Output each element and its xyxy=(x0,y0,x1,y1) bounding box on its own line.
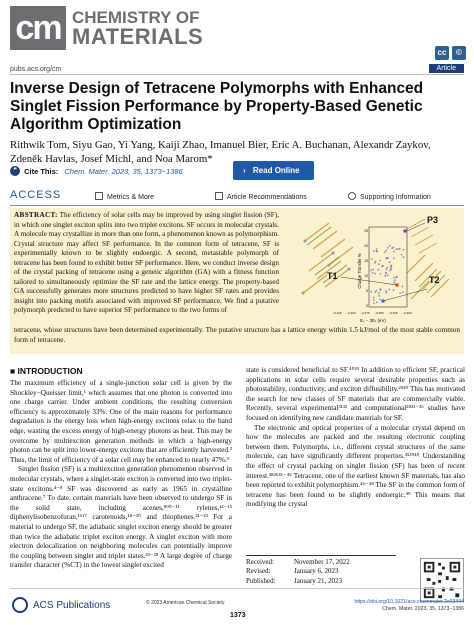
scatter-point xyxy=(372,269,374,271)
scatter-point xyxy=(396,276,398,278)
scatter-point xyxy=(379,299,381,301)
author-list[interactable]: Rithwik Tom, Siyu Gao, Yi Yang, Kaiji Zhao, Imanuel Bier, Eric A. Buchanan, Alexandr Zaykov, Zdeněk Havlas, Josef Michl, and Noa Marom* xyxy=(10,139,431,165)
metrics-link[interactable] xyxy=(95,192,154,201)
scatter-point xyxy=(377,269,379,271)
divider xyxy=(10,588,464,589)
paper-title: Inverse Design of Tetracene Polymorphs with Enhanced Singlet Fission Performance by Property-Based Genetic Algorithm Optimization xyxy=(10,80,424,133)
journal-name xyxy=(72,8,204,49)
scatter-point xyxy=(376,248,378,250)
abstract-box xyxy=(10,208,464,354)
article-type-tag: Article xyxy=(429,64,464,73)
scatter-point xyxy=(385,272,387,274)
footer-doi xyxy=(354,599,464,613)
scatter-point xyxy=(386,267,388,269)
scatter-point xyxy=(399,292,401,294)
access-label: ACCESS xyxy=(10,189,62,201)
scatter-point xyxy=(380,273,382,275)
scatter-point xyxy=(379,288,381,290)
y-tick: 25 xyxy=(364,229,368,233)
scatter-point xyxy=(376,250,378,252)
body-paragraph: The electronic and optical properties of a molecular crystal depend on how the molecules are packed and the resulting electronic coupling between them. Polymorphs, i.e., different crystal structures of the same molecule, can have significantly different properties.³⁵³⁹⁴⁰ Understanding the effect of crystal packing on singlet fission (SF) has been of recent interest.³⁸³⁶⁴¹⁻⁴⁵ Tetracene, one of the earliest known SF materials, has also been reported to exhibit polymorphism.⁴⁶⁻⁴⁸ The SF in the common form of tetracene has been found to be slightly endoergic.⁴⁹ This means that modifying the crystal xyxy=(246,423,465,509)
toc-label-t1: T1 xyxy=(327,271,338,281)
scatter-point xyxy=(373,297,375,299)
x-tick: −0.325 xyxy=(388,311,398,315)
scatter-point xyxy=(375,261,377,263)
journal-name-line1: CHEMISTRY OF xyxy=(72,8,200,27)
scatter-point xyxy=(393,282,395,284)
scatter-point xyxy=(373,250,375,252)
crystal-structure-illustration xyxy=(302,219,450,299)
divider xyxy=(246,555,396,556)
scatter-point xyxy=(384,275,386,277)
journal-name-line2: MATERIALS xyxy=(72,24,204,49)
scatter-point xyxy=(393,257,395,259)
page-number: 1373 xyxy=(230,612,246,619)
x-tick: −0.400 xyxy=(346,311,356,315)
doi-link[interactable]: https://doi.org/10.1021/acs.chemmater.2c03444 xyxy=(354,599,464,605)
toc-label-p3: P3 xyxy=(427,215,439,225)
scatter-point xyxy=(393,251,395,253)
divider xyxy=(10,74,464,75)
x-tick: −0.375 xyxy=(360,311,370,315)
abstract-body: The efficiency of solar cells may be improved by using singlet fission (SF), in which one singlet exciton splits into two triplet excitons. SF occurs in molecular crystals. A molecule may crystallize in more than one form, a phenomenon known as polymorphism. Crystal structure may affect SF performance. In the common form of tetracene, SF is experimentally known to be slightly endoergic. A second, metastable polymorph of tetracene has been found to exhibit better SF performance. Here, we conduct inverse design of the crystal packing of tetracene using a genetic algorithm (GA) with a fitness function tailored to simultaneously optimize the SF rate and the lattice energy. The property-based GA successfully generates more structures predicted to have higher SF rates and provides insight into packing motifs associated with improved SF performance. We find a putative polymorph predicted to have superior SF performance to the two forms of xyxy=(14,211,279,315)
quote-icon: ❝ xyxy=(10,166,20,176)
y-tick: 10 xyxy=(364,274,368,278)
received-label: Received: xyxy=(246,558,274,566)
body-paragraph: Singlet fission (SF) is a multiexciton generation phenomenon observed in molecular crystals, where a singlet-state exciton is converted into two triplet-state excitons.⁴⁻⁸ SF was discovered as early as 1965 in crystalline anthracene.⁷ To date, certain materials have been observed to undergo SF in the solid state, including acenes,⁸⁹⁰⁻¹¹ rylenes,¹²⁻¹⁵ diphenylisobenzofuran,¹⁶¹⁷ carotenoids,¹⁸⁻²⁰ and thiophenes.²¹⁻²³ For a material to undergo SF, the adiabatic singlet exciton energy should be greater than twice the adiabatic triplet exciton energy. A singlet exciton with more electron delocalization on neighboring molecules can potentially improve the coupling between singlet and triplet states.³³⁻²⁸ A large degree of charge transfer character (%CT) in the lowest singlet excited xyxy=(10,465,232,570)
scatter-point xyxy=(386,257,388,259)
access-bar xyxy=(10,189,464,203)
published-date: January 21, 2023 xyxy=(294,576,343,585)
supporting-info-label: Supporting Information xyxy=(360,194,431,201)
scatter-point xyxy=(378,295,380,297)
document-icon xyxy=(215,192,223,200)
copyright-icon[interactable]: © xyxy=(452,46,466,60)
read-online-button[interactable] xyxy=(233,161,314,180)
section-heading-introduction: ■ INTRODUCTION xyxy=(10,366,83,376)
toc-inset-plot xyxy=(332,223,427,323)
toc-label-t2: T2 xyxy=(429,275,440,285)
metrics-label: Metrics & More xyxy=(107,194,155,201)
scatter-point xyxy=(391,247,393,249)
published-label: Published: xyxy=(246,576,276,585)
scatter-point xyxy=(386,292,388,294)
scatter-point xyxy=(378,263,380,265)
scatter-point xyxy=(389,261,391,263)
scatter-point xyxy=(370,269,372,271)
bar-chart-icon xyxy=(95,192,103,200)
qr-code[interactable] xyxy=(420,558,464,602)
scatter-point xyxy=(371,258,373,260)
acs-logo-icon xyxy=(12,597,28,613)
scatter-point xyxy=(393,277,395,279)
scatter-point xyxy=(403,249,405,251)
scatter-point xyxy=(401,254,403,256)
revised-label: Revised: xyxy=(246,567,271,576)
body-paragraph: The maximum efficiency of a single-junction solar cell is given by the Shockley−Queisser limit,¹ which assumes that one photon is converted into one charge carrier. Under ambient conditions, the resulting conversion efficiency is approximately 33%. One of the main reasons for performance degradation is the energy loss when high-energy excitons relax to the band edge, wasting the excess energy of high-energy photons as heat. This may be overcome by multiexciton generation methods in which a high-energy photon can be split into lower-energy excitons that are efficiently harvested.² Thus, the limit of efficiency of a solar cell may be enhanced to nearly 47%.³ xyxy=(10,379,232,464)
abstract-text xyxy=(14,211,279,316)
open-access-badges xyxy=(435,46,466,60)
scatter-point xyxy=(394,279,396,281)
scatter-point xyxy=(374,291,376,293)
scatter-point xyxy=(389,245,391,247)
scatter-point xyxy=(374,273,376,275)
t2-pointer xyxy=(383,289,427,301)
footer-citation: Chem. Mater. 2023, 35, 1373−1386 xyxy=(382,606,464,612)
scatter-point xyxy=(402,286,404,288)
y-tick: 15 xyxy=(364,259,368,263)
recommendations-link[interactable] xyxy=(215,192,307,201)
scatter-point xyxy=(370,291,372,293)
x-tick: −0.425 xyxy=(332,311,342,315)
scatter-point xyxy=(385,269,387,271)
divider xyxy=(10,205,464,206)
abstract-lead: ABSTRACT: xyxy=(14,211,58,219)
abstract-tail: tetracene, whose structures have been determined experimentally. The putative structure has a lattice energy within 1.5 kJ/mol of the most stable common form of tetracene. xyxy=(14,326,460,344)
scatter-point xyxy=(397,248,399,250)
chevron-right-icon: › xyxy=(243,166,246,175)
scatter-point xyxy=(379,260,381,262)
cite-label: Cite This: xyxy=(24,166,59,176)
y-tick: 5 xyxy=(366,289,368,293)
inset-frame xyxy=(369,227,407,307)
revised-date: January 6, 2023 xyxy=(294,567,339,576)
scatter-point xyxy=(387,275,389,277)
read-online-label: Read Online xyxy=(252,166,300,175)
body-column-left xyxy=(10,379,232,571)
y-tick: 20 xyxy=(364,244,368,248)
scatter-point xyxy=(381,266,383,268)
received-date: November 17, 2022 xyxy=(294,558,350,566)
body-paragraph: state is considered beneficial to SF.⁴⁰²⁹ In addition to efficient SF, practical applications in solar cells require several desirable properties such as photostability, conductivity, and exciton diffusibility.²⁹³⁰ This has motivated the search for new classes of SF materials that are commercially viable. Recently, several experimental³¹³² and computational²⁸³³⁻³⁶ studies have focused on identifying new candidate materials for SF. xyxy=(246,366,465,422)
scatter-point xyxy=(385,250,387,252)
scatter-point xyxy=(385,290,387,292)
citation-link[interactable]: Chem. Mater. 2023, 35, 1373−1386 xyxy=(64,166,183,176)
toc-graphic xyxy=(285,211,461,325)
cc-license-icon[interactable]: cc xyxy=(435,46,449,60)
scatter-point xyxy=(391,265,393,267)
inset-scatter xyxy=(370,229,407,304)
scatter-point xyxy=(393,289,395,291)
acs-publications-logo[interactable] xyxy=(12,597,110,613)
recommendations-label: Article Recommendations xyxy=(227,194,307,201)
scatter-point xyxy=(388,289,390,291)
y-tick: 0 xyxy=(366,304,368,308)
scatter-point xyxy=(378,292,380,294)
scatter-point xyxy=(384,251,386,253)
journal-url[interactable]: pubs.acs.org/cm xyxy=(10,66,62,73)
scatter-point xyxy=(372,272,374,274)
scatter-point xyxy=(402,291,404,293)
scatter-point xyxy=(373,303,375,305)
inset-x-axis-label: Eₛ − 2Eₜ (eV) xyxy=(360,318,386,323)
scatter-point xyxy=(395,248,397,250)
copyright-notice: © 2023 American Chemical Society xyxy=(146,600,225,606)
scatter-point xyxy=(373,299,375,301)
x-tick: −0.350 xyxy=(374,311,384,315)
plus-circle-icon xyxy=(348,192,356,200)
journal-logo: cm xyxy=(10,6,66,50)
scatter-point xyxy=(390,268,392,270)
inset-y-axis-label: Charge Transfer % xyxy=(357,253,362,289)
journal-header xyxy=(10,6,464,58)
p3-marker xyxy=(403,229,407,233)
supporting-info-link[interactable] xyxy=(348,192,431,201)
scatter-point xyxy=(399,248,401,250)
scatter-point xyxy=(403,256,405,258)
scatter-point xyxy=(387,247,389,249)
article-dates xyxy=(246,558,396,586)
scatter-point xyxy=(376,301,378,303)
x-tick: −0.300 xyxy=(402,311,412,315)
publisher-name: ACS Publications xyxy=(33,599,111,611)
body-column-right xyxy=(246,366,465,510)
